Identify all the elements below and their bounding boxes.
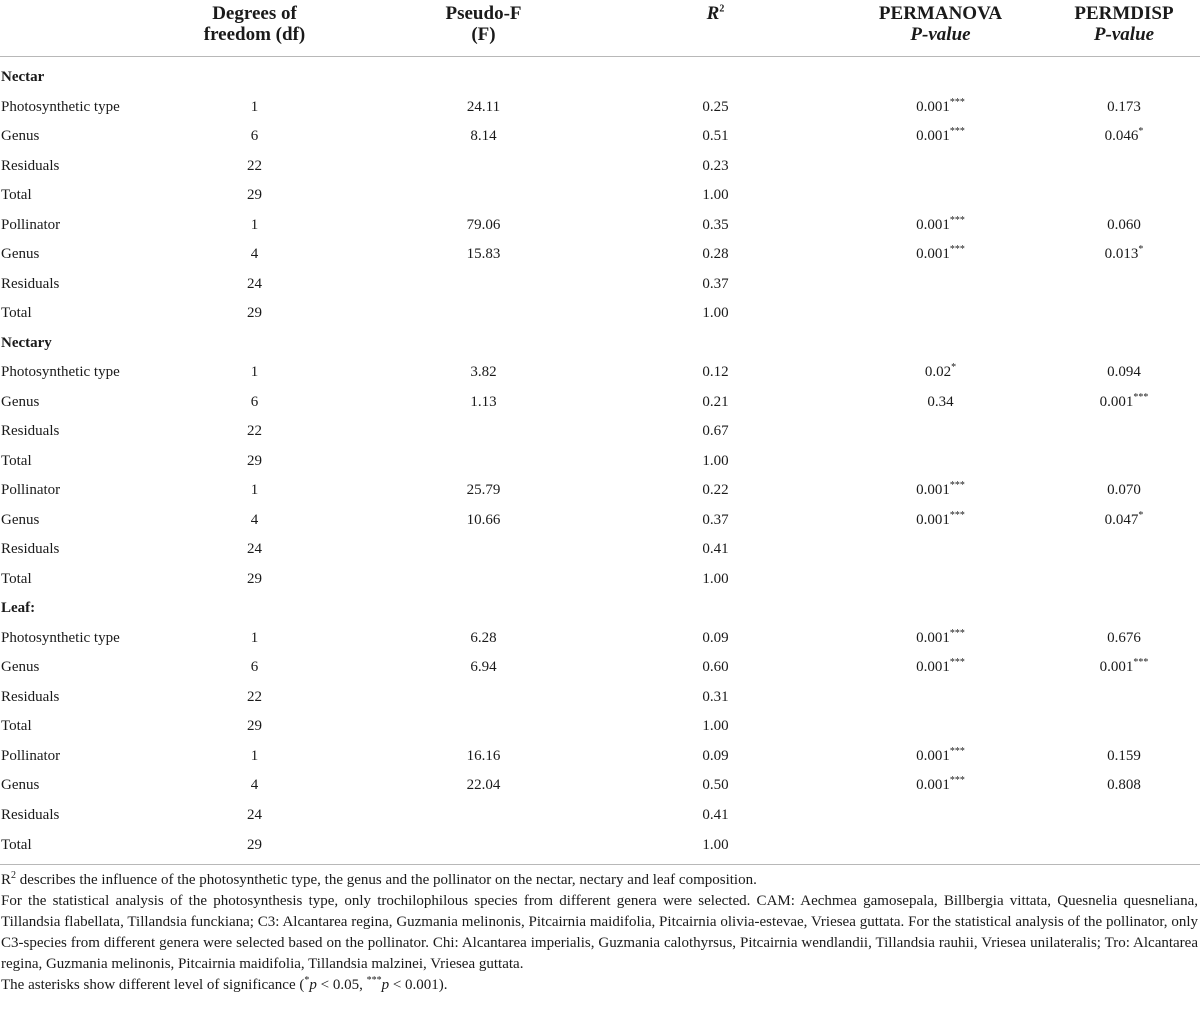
- r2-cell: 1.00: [702, 305, 729, 322]
- r2-cell: 0.60: [702, 659, 729, 676]
- significance-marker: ***: [1133, 391, 1149, 403]
- row-label: Genus: [1, 777, 40, 794]
- pseudo-f-cell: 24.11: [466, 98, 501, 115]
- significance-marker: ***: [949, 775, 965, 787]
- footnote-r2-symbol: R: [1, 872, 12, 888]
- permdisp-cell-value: 0.013: [1104, 246, 1139, 263]
- row-label: Residuals: [1, 275, 60, 292]
- permdisp-cell: [1048, 447, 1200, 477]
- df-cell: 1: [250, 482, 259, 499]
- permdisp-cell: [1048, 417, 1200, 447]
- row-label-header: [0, 0, 140, 57]
- table-row: [0, 712, 1200, 742]
- permanova-cell: [833, 270, 1048, 300]
- df-cell: 4: [250, 511, 259, 528]
- permdisp-cell: [1048, 388, 1200, 418]
- table-row: [0, 624, 1200, 654]
- permdisp-cell: [1048, 93, 1200, 123]
- row-label: Residuals: [1, 157, 60, 174]
- permdisp-cell: [1048, 624, 1200, 654]
- group-label: Nectary: [1, 334, 52, 351]
- group-row: [0, 329, 1200, 359]
- group-label: Leaf:: [1, 600, 36, 617]
- df-cell: 22: [247, 688, 262, 705]
- df-cell: 1: [250, 747, 259, 764]
- row-label: Pollinator: [1, 747, 61, 764]
- footnote-r2-sup: 2: [11, 870, 17, 881]
- significance-marker: *: [951, 362, 957, 374]
- permanova-cell: [833, 683, 1048, 713]
- permdisp-cell: [1048, 535, 1200, 565]
- permanova-cell-value: 0.001: [916, 511, 950, 528]
- df-cell: 1: [250, 629, 259, 646]
- pseudo-f-cell: 6.28: [470, 629, 497, 646]
- footnote-selection: For the statistical analysis of the photosynthesis type, only trochilophilous species from different genera were selected. CAM: Aechmea gamosepala, Billbergia vittata, Quesnelia quesneliana, Tillandsia flabellata, Tillandsia funckiana; C3: Alcantarea regina, Guzmania melinonis, Pitcairnia maidifolia, Pitcairnia olivia-estevae, Vriesea guttata. For the statistical analysis of the pollinator, only C3-species from different genera were selected based on the pollinator. Chi: Alcantarea imperialis, Guzmania calothyrsus, Pitcairnia wendlandii, Tillandsia rauhii, Vriesea unilateralis; Tro: Alcantarea regina, Guzmania melinonis, Pitcairnia maidifolia, Tillandsia malzinei, Vriesea guttata.: [1, 893, 1198, 972]
- permanova-cell: [833, 742, 1048, 772]
- significance-marker: ***: [949, 96, 965, 108]
- row-label: Genus: [1, 659, 40, 676]
- pseudo-f-cell: [369, 683, 598, 713]
- significance-marker: ***: [949, 509, 965, 521]
- table-row: [0, 771, 1200, 801]
- pseudo-f-cell: 8.14: [470, 128, 497, 145]
- permanova-cell: [833, 181, 1048, 211]
- r2-cell: 1.00: [702, 452, 729, 469]
- pseudo-f-cell: [369, 299, 598, 329]
- table-row: [0, 506, 1200, 536]
- permanova-cell: [833, 535, 1048, 565]
- permdisp-cell-value: 0.047: [1104, 511, 1139, 528]
- df-cell: 24: [247, 541, 262, 558]
- permanova-cell: [833, 712, 1048, 742]
- r2-cell: 0.41: [702, 806, 729, 823]
- df-cell: 29: [247, 305, 262, 322]
- row-label: Total: [1, 305, 32, 322]
- df-cell: 6: [250, 659, 259, 676]
- table-row: [0, 181, 1200, 211]
- permanova-cell: [833, 122, 1048, 152]
- permanova-cell: [833, 388, 1048, 418]
- permdisp-cell: [1048, 683, 1200, 713]
- df-cell: 22: [247, 157, 262, 174]
- df-cell: 6: [250, 128, 259, 145]
- footnote-r2-text: describes the influence of the photosynthetic type, the genus and the pollinator on the nectar, nectary and leaf composition.: [16, 872, 757, 888]
- footnotes: [0, 865, 1200, 996]
- table-row: [0, 653, 1200, 683]
- permanova-cell: [833, 447, 1048, 477]
- pseudo-f-cell: [369, 181, 598, 211]
- table-row: [0, 801, 1200, 831]
- permanova-header-line2: P-value: [910, 24, 971, 45]
- footnote-sig-star1: *: [304, 975, 310, 986]
- r2-cell: 0.51: [702, 128, 729, 145]
- permdisp-cell: [1048, 270, 1200, 300]
- r2-cell: 0.37: [702, 275, 729, 292]
- footnote-sig-star3: ***: [366, 975, 382, 986]
- permanova-cell-value: 0.001: [916, 629, 950, 646]
- row-label: Residuals: [1, 423, 60, 440]
- df-header-line2: freedom (df): [203, 24, 306, 45]
- table-row: [0, 211, 1200, 241]
- row-label: Genus: [1, 511, 40, 528]
- row-label: Photosynthetic type: [1, 364, 120, 381]
- permdisp-cell: [1048, 801, 1200, 831]
- footnote-sig-p1: p: [309, 977, 317, 993]
- pseudo-f-cell: [369, 801, 598, 831]
- permdisp-cell: [1048, 122, 1200, 152]
- footnote-sig-p3: p: [381, 977, 390, 993]
- permdisp-cell: [1048, 565, 1200, 595]
- pseudo-f-cell: 10.66: [466, 511, 501, 528]
- permanova-cell: [833, 93, 1048, 123]
- permanova-cell: [833, 417, 1048, 447]
- row-label: Total: [1, 452, 32, 469]
- permdisp-cell-value: 0.808: [1107, 777, 1141, 794]
- permanova-cell-value: 0.001: [916, 482, 950, 499]
- table-row: [0, 122, 1200, 152]
- pseudo-f-cell: 22.04: [466, 777, 501, 794]
- permanova-cell: [833, 830, 1048, 865]
- df-cell: 1: [250, 98, 259, 115]
- permdisp-cell: [1048, 211, 1200, 241]
- row-label: Total: [1, 187, 32, 204]
- pseudo-f-cell: [369, 152, 598, 182]
- table-row: [0, 388, 1200, 418]
- footnote-r2: [1, 870, 1198, 891]
- significance-marker: *: [1138, 244, 1144, 256]
- df-cell: 22: [247, 423, 262, 440]
- df-cell: 4: [250, 246, 259, 263]
- df-cell: 29: [247, 187, 262, 204]
- row-label: Total: [0, 830, 140, 865]
- r2-cell: 0.12: [702, 364, 729, 381]
- table-row: [0, 299, 1200, 329]
- footnote-sig-threshold1: < 0.05,: [316, 977, 367, 993]
- r2-cell: 0.37: [702, 511, 729, 528]
- permdisp-cell: [1048, 712, 1200, 742]
- permdisp-cell: [1048, 181, 1200, 211]
- permanova-cell: [833, 358, 1048, 388]
- permdisp-header-line1: PERMDISP: [1074, 3, 1174, 24]
- row-label: Residuals: [1, 541, 60, 558]
- permdisp-cell: [1048, 476, 1200, 506]
- permanova-header-line1: PERMANOVA: [878, 3, 1003, 24]
- r2-cell: 0.67: [702, 423, 729, 440]
- table-header-row: [0, 0, 1200, 57]
- df-cell: 24: [247, 806, 262, 823]
- permdisp-cell-value: 0.001: [1099, 659, 1134, 676]
- r2-cell: 0.31: [702, 688, 729, 705]
- df-header-line1: Degrees of: [212, 3, 297, 24]
- significance-marker: ***: [949, 480, 965, 492]
- r2-cell: 1.00: [702, 187, 729, 204]
- r2-cell: 0.23: [702, 157, 729, 174]
- df-cell: 6: [250, 393, 259, 410]
- permdisp-cell-value: 0.173: [1107, 98, 1141, 115]
- permanova-cell-value: 0.001: [916, 98, 950, 115]
- df-cell: 1: [250, 364, 259, 381]
- permanova-cell-value: 0.001: [916, 216, 950, 233]
- pseudo-f-header: [369, 0, 598, 57]
- table-row: [0, 565, 1200, 595]
- permanova-cell: [833, 801, 1048, 831]
- df-cell: 29: [247, 452, 262, 469]
- r2-cell: 0.50: [702, 777, 729, 794]
- significance-marker: ***: [949, 657, 965, 669]
- table-row: [0, 93, 1200, 123]
- permdisp-header-line2: P-value: [1093, 24, 1155, 45]
- r2-cell: 0.41: [702, 541, 729, 558]
- permanova-cell: [833, 152, 1048, 182]
- df-cell: 29: [247, 570, 262, 587]
- significance-marker: ***: [1133, 657, 1149, 669]
- permanova-cell-value: 0.001: [916, 659, 950, 676]
- footnote-sig-prefix: The asterisks show different level of significance (: [1, 977, 305, 993]
- permanova-cell: [833, 506, 1048, 536]
- table-row: [0, 742, 1200, 772]
- table-row: [0, 447, 1200, 477]
- table-row: [0, 270, 1200, 300]
- df-cell: 29: [247, 718, 262, 735]
- pseudo-f-cell: 3.82: [470, 364, 497, 381]
- permanova-cell: [833, 653, 1048, 683]
- permdisp-cell-value: 0.676: [1107, 629, 1141, 646]
- permanova-cell: [833, 771, 1048, 801]
- permanova-cell-value: 0.001: [916, 246, 950, 263]
- footnote-sig-threshold3: < 0.001).: [389, 977, 448, 993]
- permdisp-cell: [1048, 830, 1200, 865]
- permdisp-cell: [1048, 240, 1200, 270]
- permdisp-cell: [1048, 152, 1200, 182]
- table-row: [0, 358, 1200, 388]
- r2-header: [598, 0, 833, 57]
- r2-cell: 0.28: [702, 246, 729, 263]
- row-label: Genus: [1, 128, 40, 145]
- permdisp-cell-value: 0.094: [1107, 364, 1141, 381]
- r2-header-symbol: R: [706, 3, 720, 24]
- table-row: [0, 152, 1200, 182]
- pseudo-f-cell: 25.79: [466, 482, 501, 499]
- significance-marker: ***: [949, 627, 965, 639]
- permdisp-cell-value: 0.060: [1107, 216, 1141, 233]
- permdisp-cell: [1048, 506, 1200, 536]
- r2-cell: 0.09: [702, 747, 729, 764]
- pseudo-f-cell: [369, 447, 598, 477]
- row-label: Total: [1, 718, 32, 735]
- r2-cell: 0.25: [702, 98, 729, 115]
- r2-cell: 0.35: [702, 216, 729, 233]
- permdisp-cell-value: 0.070: [1107, 482, 1141, 499]
- permanova-cell-value: 0.001: [916, 747, 950, 764]
- table-row: [0, 683, 1200, 713]
- pseudo-f-cell: [369, 565, 598, 595]
- permdisp-header: [1048, 0, 1200, 57]
- group-row: [0, 594, 1200, 624]
- permanova-header: [833, 0, 1048, 57]
- row-label: Genus: [1, 246, 40, 263]
- permdisp-cell-value: 0.159: [1107, 747, 1141, 764]
- pseudo-f-cell: 1.13: [470, 393, 497, 410]
- row-label: Genus: [1, 393, 40, 410]
- pseudo-f-cell: 16.16: [466, 747, 501, 764]
- df-cell: 4: [250, 777, 259, 794]
- pseudo-f-cell: [369, 712, 598, 742]
- permanova-cell-value: 0.02: [924, 364, 952, 381]
- r2-cell: 1.00: [702, 570, 729, 587]
- table-row: [0, 830, 1200, 865]
- r2-header-sup: 2: [719, 3, 725, 15]
- pseudo-f-cell: [369, 535, 598, 565]
- row-label: Residuals: [1, 688, 60, 705]
- row-label: Photosynthetic type: [1, 98, 120, 115]
- df-cell: 29: [140, 830, 369, 865]
- significance-marker: ***: [949, 244, 965, 256]
- group-row: [0, 57, 1200, 93]
- table-row: [0, 240, 1200, 270]
- permdisp-cell: [1048, 742, 1200, 772]
- table-row: [0, 417, 1200, 447]
- significance-marker: *: [1138, 126, 1144, 138]
- pseudo-f-cell: 79.06: [466, 216, 501, 233]
- significance-marker: *: [1138, 509, 1144, 521]
- r2-cell: 1.00: [702, 718, 729, 735]
- permdisp-cell-value: 0.046: [1104, 128, 1139, 145]
- permdisp-cell: [1048, 358, 1200, 388]
- row-label: Pollinator: [1, 216, 61, 233]
- row-label: Total: [1, 570, 32, 587]
- permanova-cell: [833, 624, 1048, 654]
- permanova-cell: [833, 565, 1048, 595]
- pseudo-f-header-line2: (F): [471, 24, 496, 45]
- pseudo-f-cell: [369, 830, 598, 865]
- permanova-cell: [833, 240, 1048, 270]
- permanova-cell-value: 0.34: [927, 393, 954, 410]
- permanova-cell: [833, 211, 1048, 241]
- significance-marker: ***: [949, 126, 965, 138]
- pseudo-f-cell: [369, 417, 598, 447]
- df-cell: 24: [247, 275, 262, 292]
- footnote-significance: [1, 975, 1198, 996]
- permdisp-cell: [1048, 771, 1200, 801]
- pseudo-f-cell: [369, 270, 598, 300]
- permanova-cell: [833, 476, 1048, 506]
- group-label: Nectar: [1, 69, 45, 86]
- table-row: [0, 535, 1200, 565]
- pseudo-f-cell: 15.83: [466, 246, 501, 263]
- r2-cell: 1.00: [598, 830, 833, 865]
- row-label: Residuals: [1, 806, 60, 823]
- permdisp-cell: [1048, 299, 1200, 329]
- df-cell: 1: [250, 216, 259, 233]
- r2-cell: 0.21: [702, 393, 729, 410]
- table-body: [0, 57, 1200, 865]
- table-row: [0, 476, 1200, 506]
- row-label: Pollinator: [1, 482, 61, 499]
- permdisp-cell-value: 0.001: [1099, 393, 1134, 410]
- significance-marker: ***: [949, 214, 965, 226]
- permanova-cell-value: 0.001: [916, 128, 950, 145]
- row-label: Photosynthetic type: [1, 629, 120, 646]
- pseudo-f-header-line1: Pseudo-F: [445, 3, 522, 24]
- pseudo-f-cell: 6.94: [470, 659, 497, 676]
- r2-cell: 0.22: [702, 482, 729, 499]
- permdisp-cell: [1048, 653, 1200, 683]
- permanova-cell: [833, 299, 1048, 329]
- permanova-cell-value: 0.001: [916, 777, 950, 794]
- df-header: [140, 0, 369, 57]
- r2-cell: 0.09: [702, 629, 729, 646]
- significance-marker: ***: [949, 745, 965, 757]
